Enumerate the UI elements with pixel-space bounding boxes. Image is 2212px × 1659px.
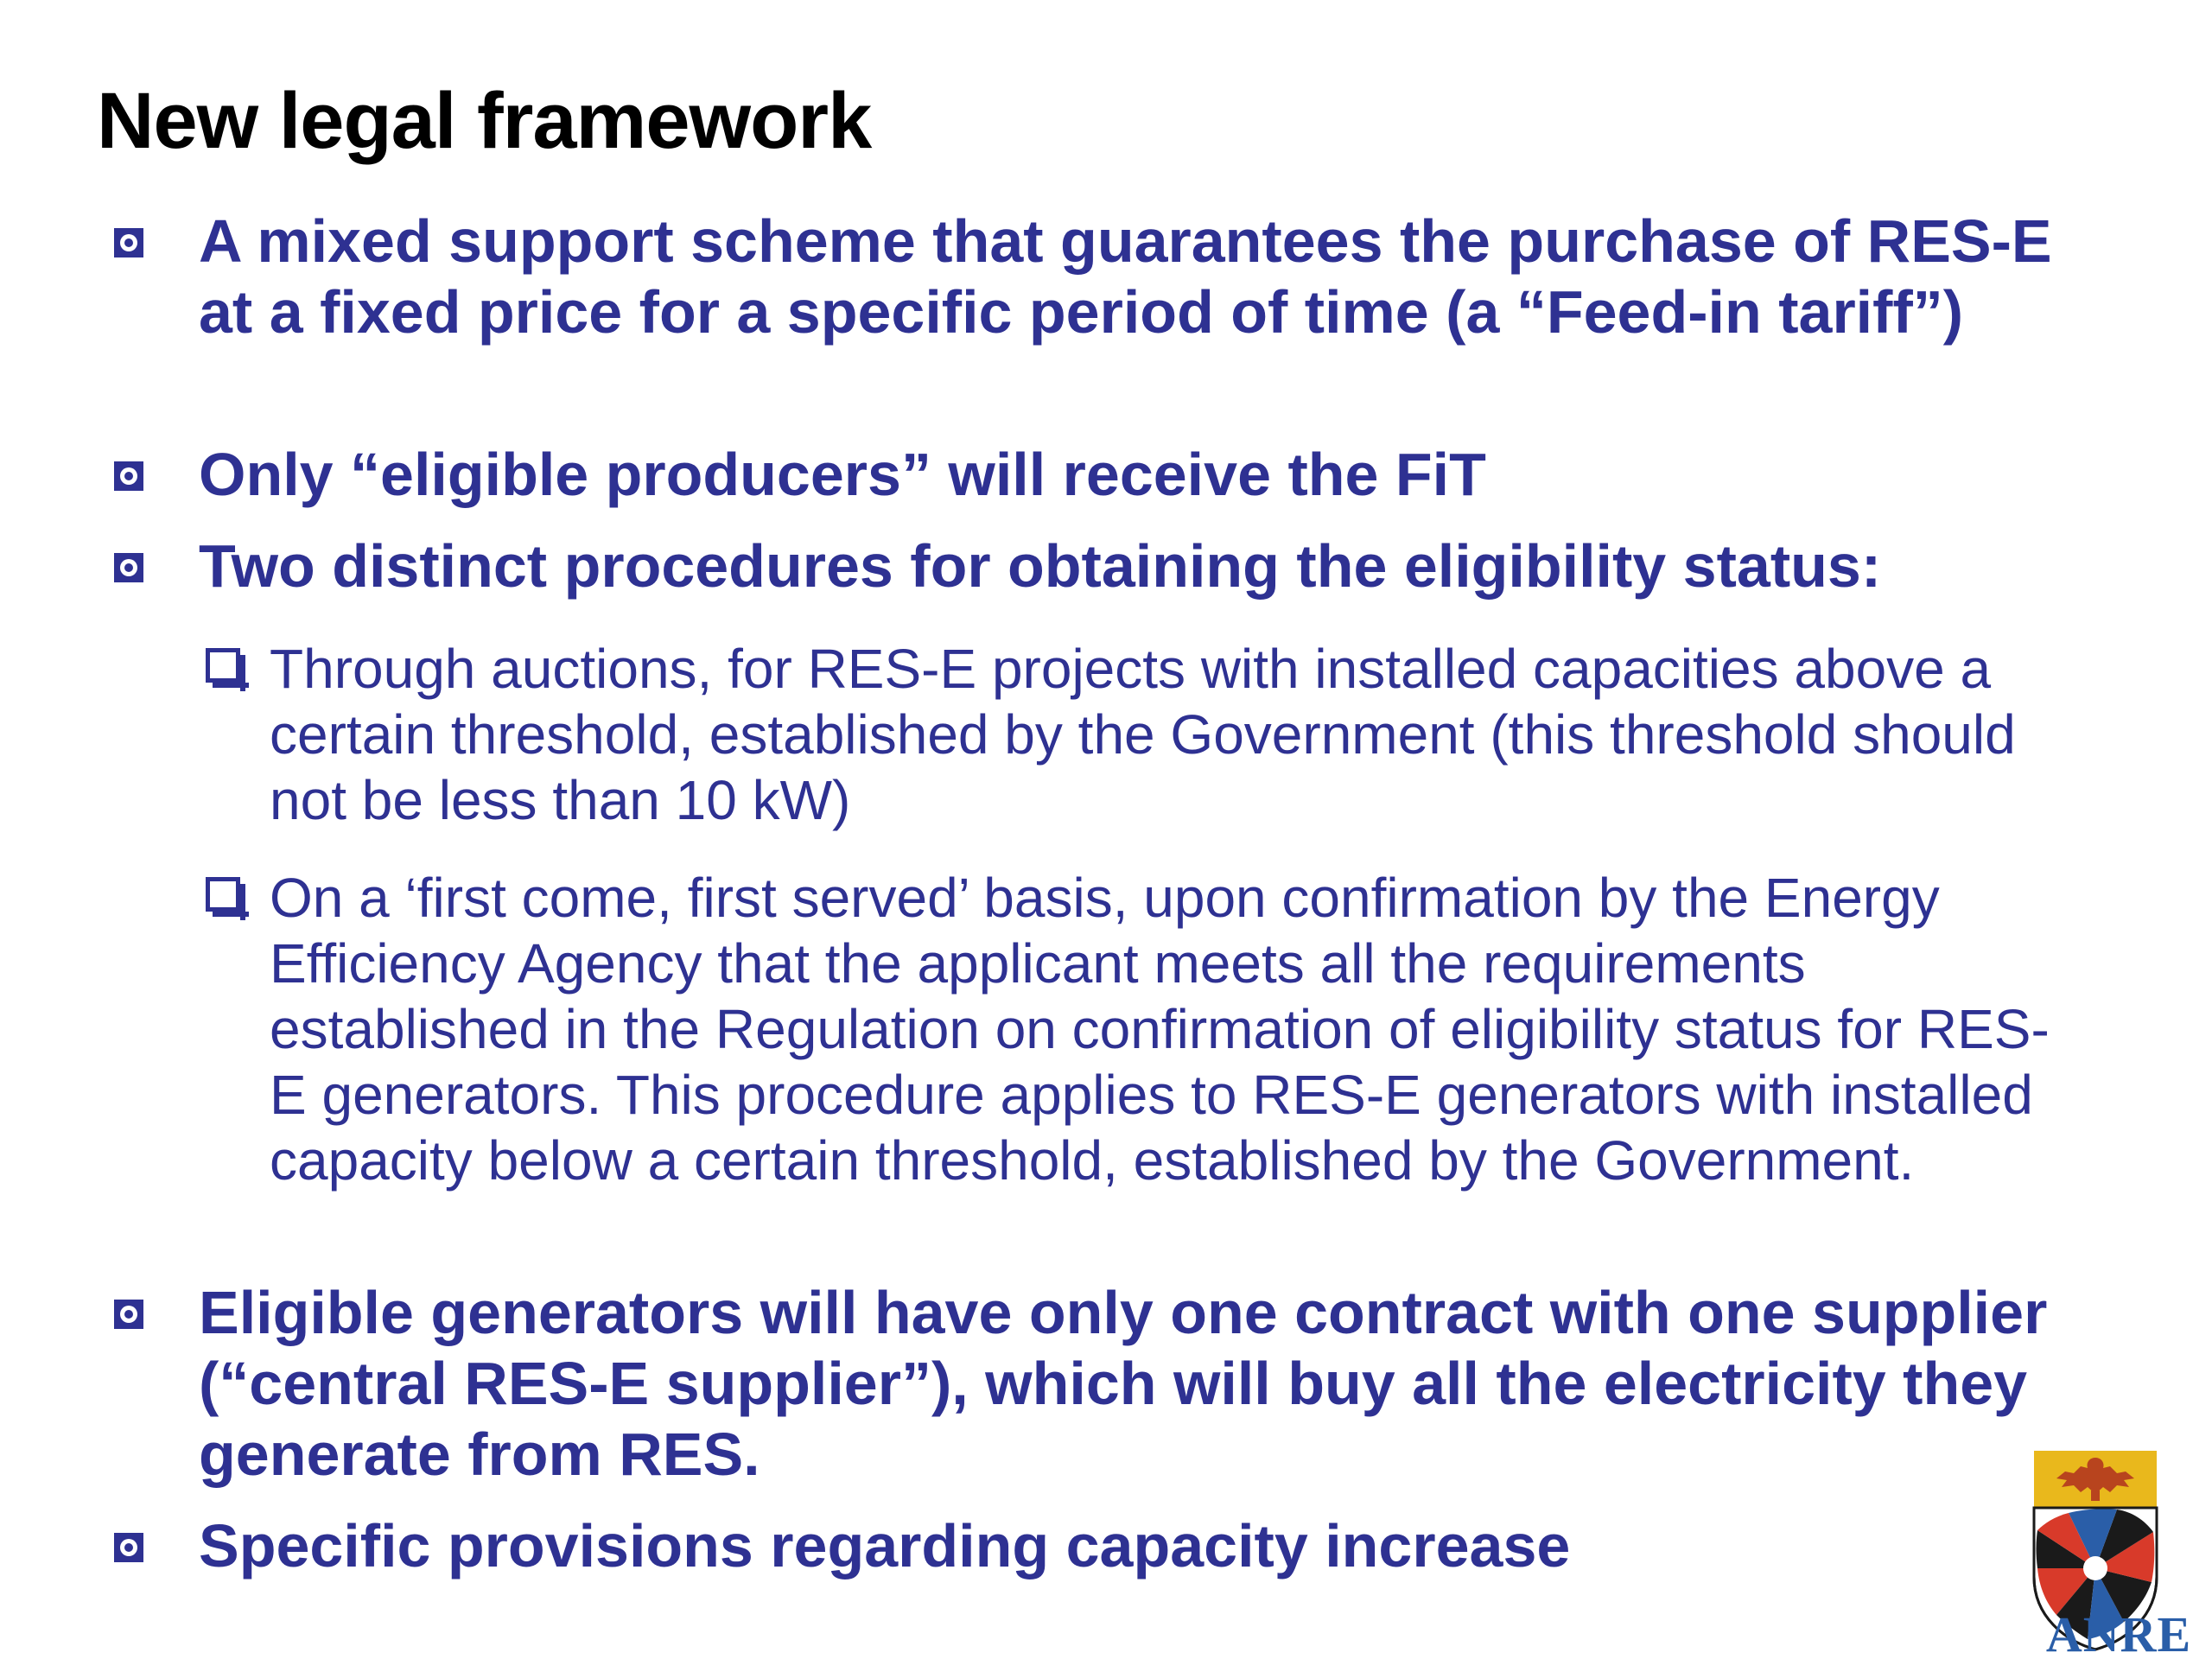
bullet-marker-icon	[114, 228, 143, 257]
sub-bullet-text: On a ‘first come, first served’ basis, upon confirmation by the Energy Efficiency Agency that the applicant meets all the requirements established in the Regulation on confirmation of eligibility status for RES-E generators. This procedure applies to RES-E generators with installed capacity below a certain threshold, established by the Government.	[270, 867, 2050, 1192]
anre-logo-text: ANRE	[2045, 1606, 2192, 1659]
sub-bullet-item	[270, 865, 2050, 1193]
bullet-marker-icon	[114, 1300, 143, 1329]
bullet-item	[199, 1277, 2100, 1490]
sub-bullet-item	[270, 636, 2050, 833]
bullet-item	[199, 439, 2100, 510]
sub-bullet-text: Through auctions, for RES-E projects with installed capacities above a certain threshold, established by the Government (this threshold should not be less than 10 kW)	[270, 638, 2016, 831]
bullet-text: Only “eligible producers” will receive the FiT	[199, 441, 1486, 508]
bullet-item	[199, 206, 2100, 347]
bullet-text: Eligible generators will have only one contract with one supplier (“central RES-E supplier”), which will buy all the electricity they generate from RES.	[199, 1279, 2048, 1488]
checkbox-bullet-icon	[206, 877, 240, 912]
slide-title: New legal framework	[97, 77, 872, 165]
bullet-item	[199, 1510, 2100, 1581]
bullet-text: Specific provisions regarding capacity increase	[199, 1512, 1571, 1580]
bullet-marker-icon	[114, 461, 143, 491]
bullet-text: A mixed support scheme that guarantees the purchase of RES-E at a fixed price for a specific period of time (a “Feed-in tariff”)	[199, 207, 2052, 346]
bullet-marker-icon	[114, 1533, 143, 1562]
checkbox-bullet-icon	[206, 648, 240, 683]
bullet-item	[199, 531, 2100, 601]
bullet-text: Two distinct procedures for obtaining the eligibility status:	[199, 532, 1882, 600]
bullet-marker-icon	[114, 553, 143, 582]
